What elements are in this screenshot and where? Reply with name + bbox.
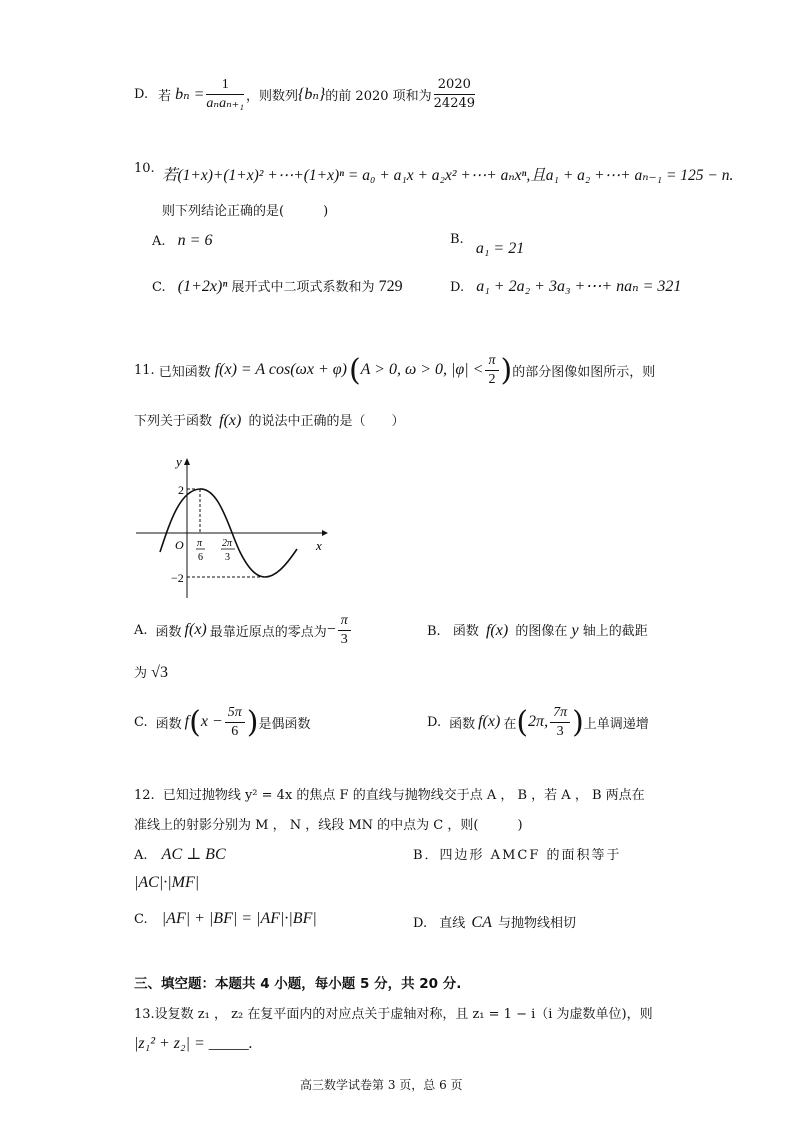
page-footer: 高三数学试卷第 3 页，总 6 页	[300, 1078, 463, 1092]
q12-stem-line1: 12. 已知过抛物线 y² = 4x 的焦点 F 的直线与抛物线交于点 A ， B ，若 A ， B 两点在	[134, 788, 645, 803]
q10-option-c: C. (1+2x)ⁿ 展开式中二项式系数和为 729	[152, 278, 403, 295]
answer-fraction: $\frac{2020}{24249}$	[433, 76, 476, 111]
math-expression: bₙ =	[175, 86, 205, 103]
q10-stem-text: 则下列结论正确的是( )	[162, 204, 329, 219]
q12-option-c: C. |AF| + |BF| = |AF|·|BF|	[134, 910, 317, 927]
tick2-num: 2π	[222, 538, 233, 549]
q9-option-d	[134, 72, 477, 116]
tick2-den: 3	[225, 552, 230, 563]
q10-option-b: B. a₁ = 21	[450, 232, 525, 257]
q11-option-b: B. 函数 f(x) 的图像在 y 轴上的截距	[427, 622, 648, 639]
q10-option-a: A. n = 6	[152, 232, 213, 249]
y-axis-arrow	[184, 458, 190, 465]
origin-label: O	[175, 538, 184, 552]
q13-stem-line2: |z₁² + z₂| = _____.	[134, 1035, 253, 1052]
x-label: x	[316, 538, 322, 553]
option-text: ，则数列	[246, 88, 299, 104]
math-expression: {bₙ}	[298, 86, 326, 103]
fraction: $\frac{\pi}{2}$	[485, 352, 498, 389]
q11-option-d: D. 函数 f(x) 在 ( 2π, $\frac{7\pi}{3}$ ) 上单调递增	[427, 704, 649, 740]
q10-number: 10.	[134, 161, 155, 176]
q12-stem-line2: 准线上的射影分别为 M ， N ，线段 MN 的中点为 C ，则( )	[134, 818, 523, 833]
cosine-graph	[130, 452, 340, 602]
x-axis-arrow	[322, 530, 328, 536]
fraction: $\frac{5\pi}{6}$	[225, 704, 245, 741]
y-label: y	[176, 454, 182, 469]
q11-stem-line2: 下列关于函数 f(x) 的说法中正确的是（ ）	[134, 412, 405, 429]
q12-option-d: D. 直线 CA 与抛物线相切	[413, 914, 576, 931]
section-heading: 三、填空题：本题共 4 小题，每小题 5 分，共 20 分.	[134, 976, 462, 992]
fraction: $\frac{\pi}{3}$	[338, 612, 351, 649]
q12-option-b: B．四边形 AMCF 的面积等于	[413, 848, 622, 863]
option-label: D.	[134, 86, 149, 102]
q11-option-a: A. 函数 f(x) 最靠近原点的零点为 − $\frac{\pi}{3}$	[134, 610, 353, 650]
y-min-label: −2	[171, 571, 184, 585]
q10-option-d: D. a₁ + 2a₂ + 3a₃ +⋯+ naₙ = 321	[450, 278, 682, 295]
tick1-den: 6	[198, 552, 203, 563]
tick1-num: π	[197, 538, 203, 549]
q13-stem-line1: 13.设复数 z₁ ， z₂ 在复平面内的对应点关于虚轴对称，且 z₁ = 1 − i（i 为虚数单位)，则	[134, 1007, 653, 1022]
q12-option-b-continued: |AC|·|MF|	[134, 874, 200, 891]
q11-option-c: C. 函数 f ( x − $\frac{5\pi}{6}$ ) 是偶函数	[134, 704, 311, 740]
q10-stem-formula: 若(1+x)+(1+x)² +⋯+(1+x)ⁿ = a₀ + a₁x + a₂x² +⋯+ aₙxⁿ,且a₁ + a₂ +⋯+ aₙ₋₁ = 125 − n.	[162, 167, 734, 184]
fraction: $\frac{1}{\text{aₙaₙ₊₁}}$	[206, 76, 244, 111]
fraction: $\frac{7\pi}{3}$	[550, 704, 570, 741]
option-text: 若	[158, 88, 172, 104]
y-max-label: 2	[178, 483, 184, 497]
q12-option-a: A. AC ⊥ BC	[134, 846, 226, 863]
option-text: 的前 2020 项和为	[325, 88, 432, 104]
q11-option-b-continued: 为 √3	[134, 664, 168, 681]
q11-stem-line1: 11. 已知函数 f(x) = A cos(ωx + φ) ( A > 0, ω > 0, |φ| < $\frac{\pi}{2}$ ) 的部分图像如图所示，则	[134, 352, 656, 388]
